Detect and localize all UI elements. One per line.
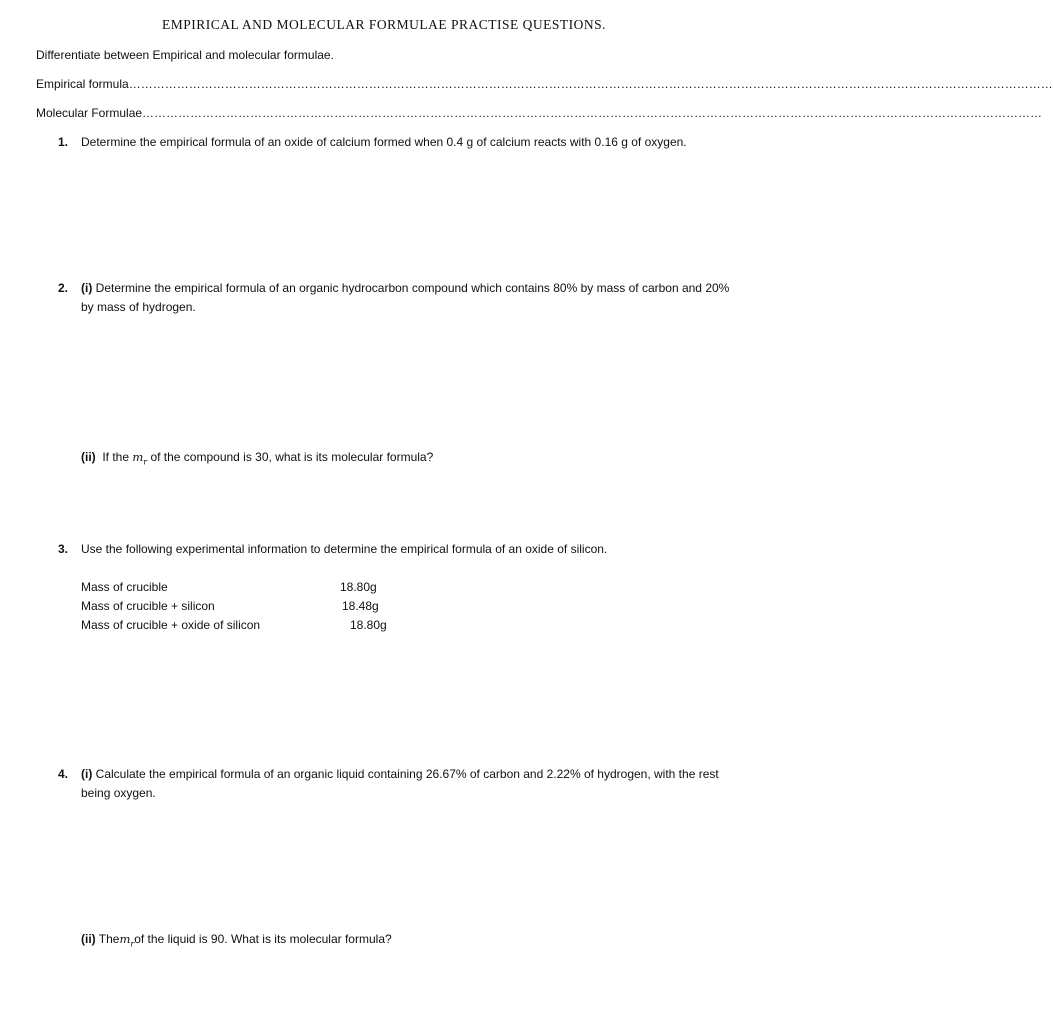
empirical-formula-line: Empirical formula…………………………………………………………………………………………………………………………………………………………………………………………………………… — [36, 77, 1053, 91]
question-2-part-i — [81, 279, 731, 317]
data-row-label: Mass of crucible — [81, 580, 168, 594]
data-row-label: Mass of crucible + silicon — [81, 599, 215, 613]
worksheet-title: EMPIRICAL AND MOLECULAR FORMULAE PRACTISE QUESTIONS. — [161, 17, 607, 32]
question-2-part-ii — [81, 448, 741, 471]
data-row-value: 18.80g — [340, 580, 377, 594]
question-1-text: Determine the empirical formula of an oxide of calcium formed when 0.4 g of calcium reacts with 0.16 g of oxygen. — [81, 135, 687, 149]
data-row-value: 18.48g — [342, 599, 379, 613]
question-4-part-i — [81, 765, 736, 803]
intro-instruction: Differentiate between Empirical and molecular formulae. — [36, 48, 334, 62]
question-4-part-i-label: (i) — [81, 767, 93, 781]
question-3-text: Use the following experimental information to determine the empirical formula of an oxide of silicon. — [81, 542, 608, 556]
question-4-part-ii — [81, 930, 741, 953]
question-4-part-ii-label: (ii) — [81, 932, 96, 946]
question-2-number: 2. — [58, 281, 69, 295]
question-2-part-ii-post: of the compound is 30, what is its molecular formula? — [150, 450, 434, 464]
question-4-part-ii-post: of the liquid is 90. What is its molecular formula? — [134, 932, 392, 946]
question-4-part-i-text: Calculate the empirical formula of an organic liquid containing 26.67% of carbon and 2.22% of hydrogen, with the rest being oxygen. — [81, 767, 719, 800]
data-row-value: 18.80g — [350, 618, 387, 632]
question-2-part-i-text: Determine the empirical formula of an organic hydrocarbon compound which contains 80% by mass of carbon and 20% by mass of hydrogen. — [81, 281, 730, 314]
molecular-formula-line: Molecular Formulae……………………………………………………………………………………………………………………………………………………………………………………………………… — [36, 106, 1043, 120]
relative-molecular-mass-symbol: $m_r$ — [132, 450, 148, 467]
data-row-label: Mass of crucible + oxide of silicon — [81, 618, 261, 632]
question-4-part-ii-pre: The — [98, 932, 120, 946]
question-3-number: 3. — [58, 542, 69, 556]
question-4-number: 4. — [58, 767, 69, 781]
question-2-part-ii-pre: If the — [102, 450, 130, 464]
relative-molecular-mass-symbol: $m_r$ — [119, 932, 135, 949]
question-2-part-i-label: (i) — [81, 281, 93, 295]
question-1-number: 1. — [58, 135, 69, 149]
question-2-part-ii-label: (ii) — [81, 450, 96, 464]
